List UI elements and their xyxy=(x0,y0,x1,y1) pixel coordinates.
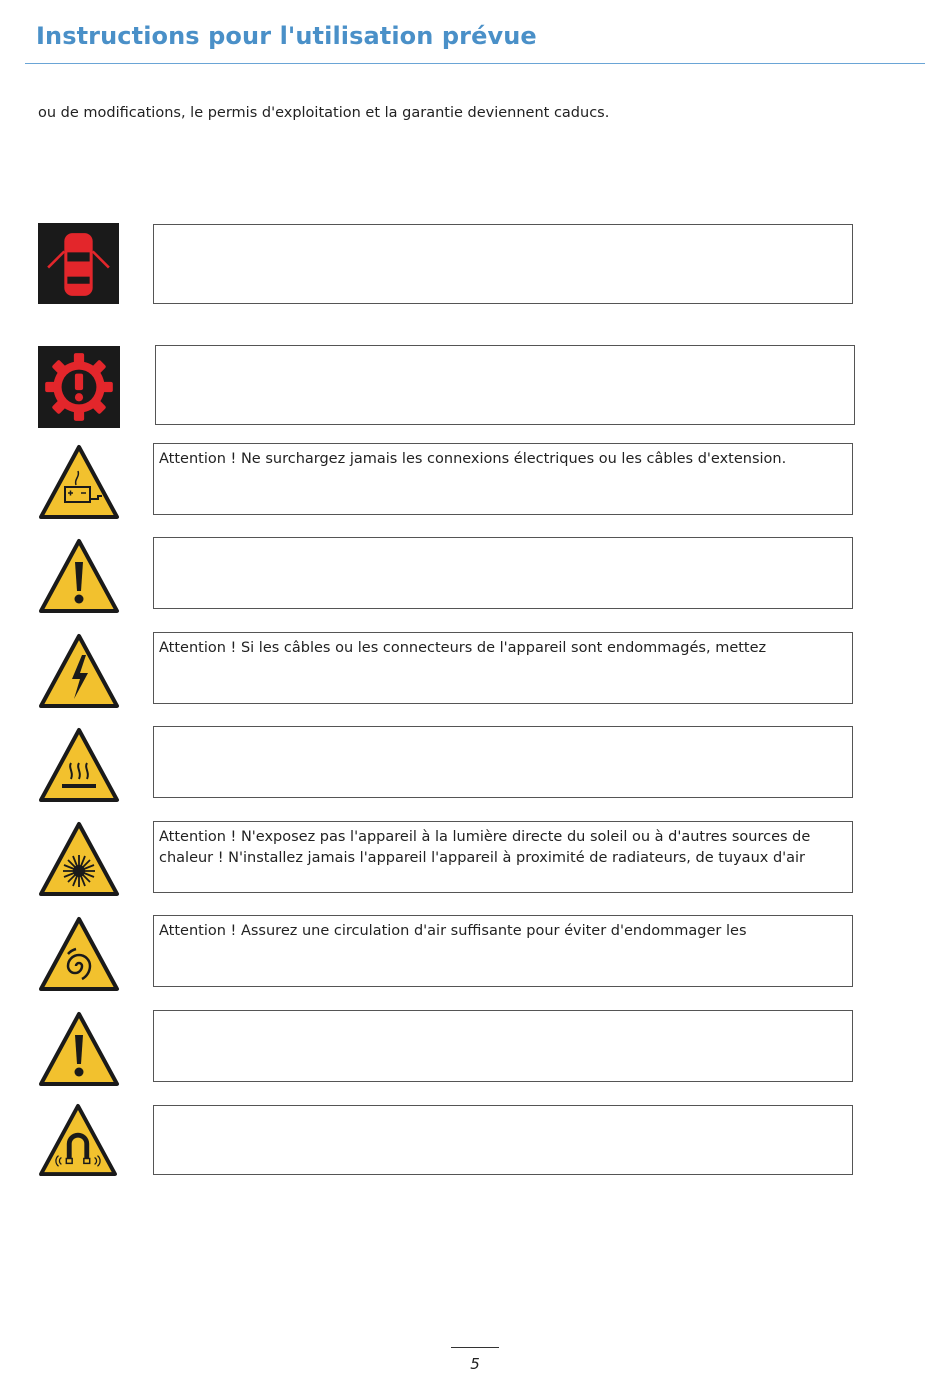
title-divider xyxy=(25,63,925,64)
warning-box xyxy=(153,537,853,609)
warning-box xyxy=(153,726,853,798)
page-title: Instructions pour l'utilisation prévue xyxy=(36,22,537,50)
warning-box xyxy=(153,1105,853,1175)
footer-divider xyxy=(451,1347,499,1348)
electrical-hazard-icon xyxy=(38,630,120,712)
car-doors-open-icon xyxy=(38,223,119,304)
warning-box xyxy=(153,443,853,515)
warning-text: Attention ! N'exposez pas l'appareil à la lumière directe du soleil ou à d'autres sources de chaleur ! N'installez jamais l'appareil l'appareil à proximité de radiateurs, de tuyaux d'air xyxy=(159,829,811,866)
gear-exclamation-icon xyxy=(38,346,120,428)
warning-box xyxy=(153,821,853,893)
intro-paragraph: ou de modifications, le permis d'exploitation et la garantie deviennent caducs. xyxy=(38,105,610,121)
warning-text: Attention ! Si les câbles ou les connecteurs de l'appareil sont endommagés, mettez xyxy=(159,640,767,656)
warning-box xyxy=(153,1010,853,1082)
warning-box xyxy=(155,345,855,425)
warning-box xyxy=(153,224,853,304)
page-number: 5 xyxy=(470,1355,480,1373)
warning-box xyxy=(153,632,853,704)
hot-surface-icon xyxy=(38,724,120,806)
warning-text: Attention ! Assurez une circulation d'air suffisante pour éviter d'endommager les xyxy=(159,923,747,939)
warning-text: Attention ! Ne surchargez jamais les connexions électriques ou les câbles d'extension. xyxy=(159,451,787,467)
general-warning-icon xyxy=(38,535,120,617)
warning-box xyxy=(153,915,853,987)
air-circulation-icon xyxy=(38,913,120,995)
battery-charging-warning-icon xyxy=(38,441,120,523)
sunlight-hazard-icon xyxy=(38,818,120,900)
magnetic-field-icon xyxy=(38,1103,118,1177)
general-warning-icon xyxy=(38,1008,120,1090)
